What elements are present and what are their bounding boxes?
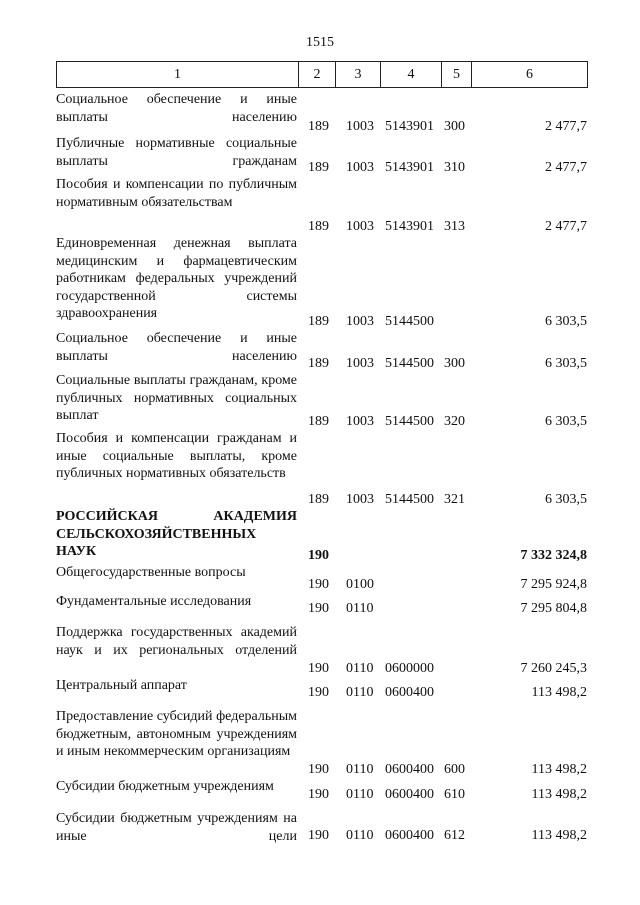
row-col-4: 0600400 [385,827,434,843]
table-row [0,701,640,778]
row-col-2: 189 [308,491,329,507]
row-col-4: 0600400 [385,684,434,700]
row-col-2: 189 [308,118,329,134]
row-name: Общегосударственные вопросы [56,565,246,580]
row-col-6: 2 477,7 [545,118,587,134]
table-row [0,235,640,330]
row-name: Субсидии бюджетным учреждениям на иные цели [56,811,297,844]
row-col-2: 189 [308,218,329,234]
header-col-5: 5 [441,62,471,87]
row-col-3: 0110 [346,786,374,802]
row-name: Публичные нормативные социальные выплаты гражданам [56,136,297,169]
table-row [0,564,640,593]
header-col-2: 2 [298,62,335,87]
row-name: Центральный аппарат [56,678,187,693]
table-row [0,176,640,235]
header-col-1: 1 [174,67,181,82]
header-col-4: 4 [380,62,441,87]
row-col-6: 6 303,5 [545,355,587,371]
row-name: Пособия и компенсации по публичным нормативным обязательствам [56,177,297,210]
row-col-6: 113 498,2 [531,827,587,843]
row-col-2: 189 [308,313,329,329]
row-name: Поддержка государственных академий наук и их региональных отделений [56,625,297,658]
row-col-3: 0100 [346,576,374,592]
row-col-3: 1003 [346,355,374,371]
row-col-2: 190 [308,827,329,843]
table-row [0,91,640,135]
row-col-5: 313 [444,218,465,234]
row-col-3: 0110 [346,684,374,700]
row-col-3: 0110 [346,600,374,616]
table-row [0,593,640,617]
row-name: Социальные выплаты гражданам, кроме публичных нормативных социальных выплат [56,373,297,423]
row-col-2: 189 [308,159,329,175]
row-col-6: 7 295 804,8 [520,600,587,616]
row-col-6: 113 498,2 [531,684,587,700]
row-col-3: 1003 [346,413,374,429]
row-col-6: 7 332 324,8 [520,547,587,563]
row-col-6: 113 498,2 [531,761,587,777]
row-col-3: 1003 [346,159,374,175]
page-number: 1515 [306,35,334,50]
row-col-3: 1003 [346,313,374,329]
table-row [0,330,640,372]
row-col-6: 6 303,5 [545,491,587,507]
row-col-2: 190 [308,684,329,700]
row-col-6: 7 260 245,3 [520,660,587,676]
header-col-3: 3 [335,62,380,87]
row-col-5: 610 [444,786,465,802]
row-col-4: 5143901 [385,159,434,175]
row-name: Субсидии бюджетным учреждениям [56,779,274,794]
row-name: Фундаментальные исследования [56,594,252,609]
row-col-5: 600 [444,761,465,777]
row-col-6: 7 295 924,8 [520,576,587,592]
budget-table-body [0,91,640,844]
header-col-6: 6 [471,62,587,87]
row-col-6: 6 303,5 [545,413,587,429]
table-row [0,430,640,508]
row-name: Социальное обеспечение и иные выплаты населению [56,92,297,125]
row-col-4: 5144500 [385,313,434,329]
row-col-5: 310 [444,159,465,175]
table-row [0,677,640,701]
table-row [0,778,640,803]
row-col-5: 320 [444,413,465,429]
row-name: Предоставление субсидий федеральным бюджетным, автономным учреждениям и иным некоммерческим организациям [56,709,297,759]
row-col-5: 612 [444,827,465,843]
row-col-2: 190 [308,786,329,802]
row-col-6: 2 477,7 [545,218,587,234]
row-col-3: 1003 [346,118,374,134]
row-col-2: 190 [308,576,329,592]
row-col-2: 190 [308,660,329,676]
table-header [56,61,588,88]
table-row-section-heading [0,508,640,564]
row-col-5: 300 [444,355,465,371]
row-col-4: 5143901 [385,118,434,134]
row-col-6: 2 477,7 [545,159,587,175]
row-col-6: 6 303,5 [545,313,587,329]
row-col-4: 5144500 [385,491,434,507]
table-row [0,135,640,176]
table-row [0,372,640,430]
row-col-4: 5144500 [385,355,434,371]
row-col-3: 0110 [346,827,374,843]
row-col-3: 1003 [346,491,374,507]
table-row [0,617,640,677]
row-col-4: 0600400 [385,786,434,802]
row-col-2: 190 [308,600,329,616]
row-col-5: 300 [444,118,465,134]
row-col-3: 0110 [346,761,374,777]
row-col-3: 0110 [346,660,374,676]
row-col-6: 113 498,2 [531,786,587,802]
row-col-4: 5144500 [385,413,434,429]
row-col-4: 0600000 [385,660,434,676]
row-col-2: 190 [308,547,329,563]
row-col-3: 1003 [346,218,374,234]
row-col-4: 5143901 [385,218,434,234]
row-col-5: 321 [444,491,465,507]
row-col-2: 189 [308,413,329,429]
row-col-2: 189 [308,355,329,371]
row-name: Единовременная денежная выплата медицинским и фармацевтическим работникам федеральных учреждений государственной системы здравоохранения [56,236,297,321]
row-name: Пособия и компенсации гражданам и иные социальные выплаты, кроме публичных нормативных обязательств [56,431,297,481]
row-col-2: 190 [308,761,329,777]
row-name: РОССИЙСКАЯ АКАДЕМИЯ СЕЛЬСКОХОЗЯЙСТВЕННЫХ НАУК [56,509,297,559]
table-row [0,803,640,844]
row-name: Социальное обеспечение и иные выплаты населению [56,331,297,364]
row-col-4: 0600400 [385,761,434,777]
